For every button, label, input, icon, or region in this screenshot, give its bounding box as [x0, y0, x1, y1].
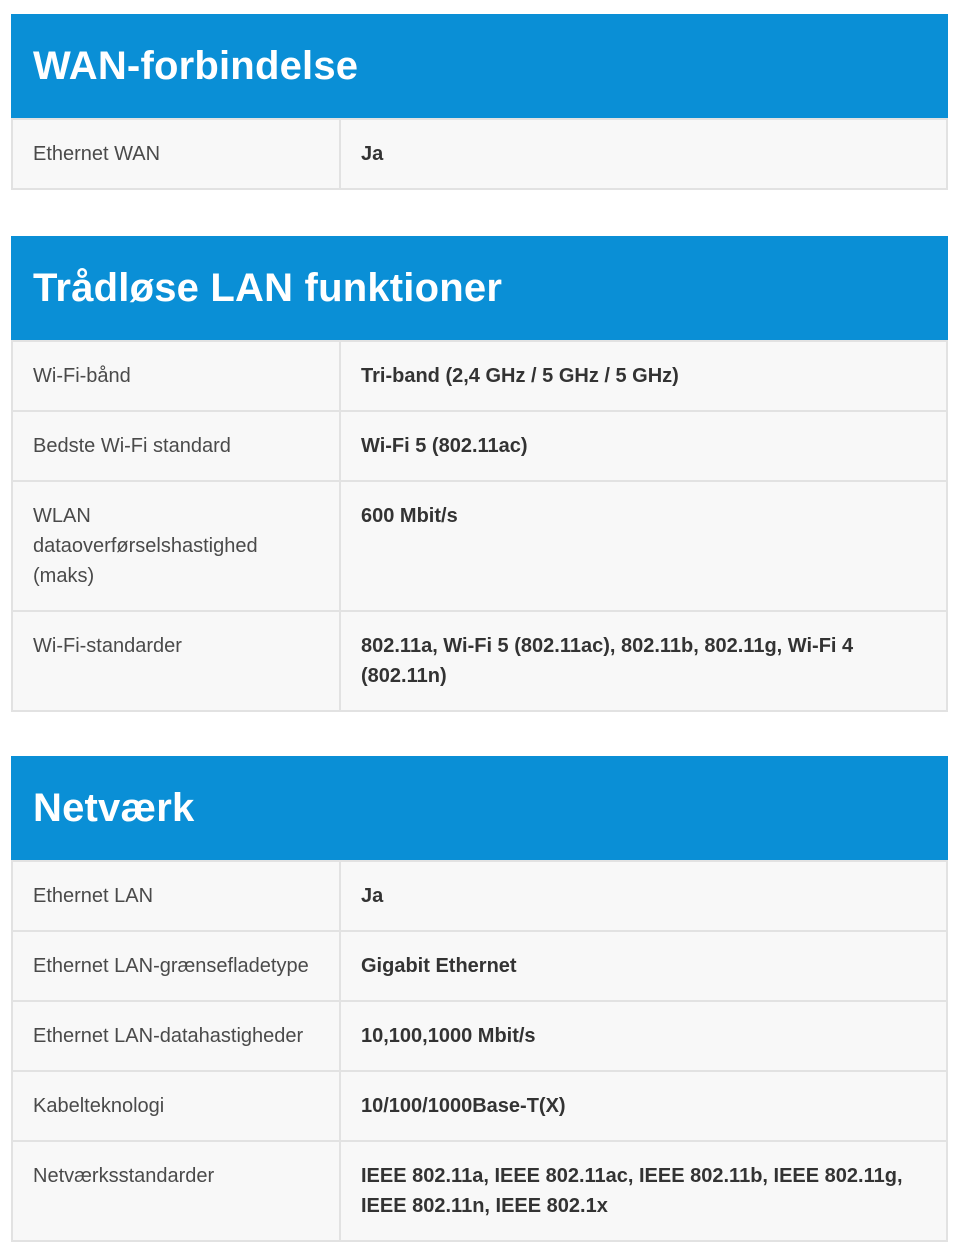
spec-key: WLAN dataoverførselshastighed (maks): [12, 481, 340, 611]
spec-key: Ethernet LAN-grænsefladetype: [12, 931, 340, 1001]
section-wan-connection: [11, 14, 948, 190]
spec-table: [11, 860, 948, 1242]
section-header: [11, 236, 948, 340]
spec-key: Wi-Fi-standarder: [12, 611, 340, 711]
table-row: [12, 481, 947, 611]
table-row: [12, 611, 947, 711]
table-row: [12, 119, 947, 189]
spec-table: [11, 118, 948, 190]
table-row: [12, 411, 947, 481]
table-row: [12, 341, 947, 411]
table-row: [12, 1071, 947, 1141]
table-row: [12, 1141, 947, 1241]
section-title: Trådløse LAN funktioner: [33, 265, 503, 310]
spec-table: [11, 340, 948, 712]
section-header: [11, 756, 948, 860]
spec-value: Ja: [340, 119, 947, 189]
spec-value: 802.11a, Wi-Fi 5 (802.11ac), 802.11b, 802.11g, Wi-Fi 4 (802.11n): [340, 611, 947, 711]
section-title: WAN-forbindelse: [33, 43, 359, 88]
spec-key: Wi-Fi-bånd: [12, 341, 340, 411]
spec-key: Ethernet LAN: [12, 861, 340, 931]
spec-value: IEEE 802.11a, IEEE 802.11ac, IEEE 802.11b, IEEE 802.11g, IEEE 802.11n, IEEE 802.1x: [340, 1141, 947, 1241]
spec-value: 10,100,1000 Mbit/s: [340, 1001, 947, 1071]
table-row: [12, 861, 947, 931]
spec-value: Tri-band (2,4 GHz / 5 GHz / 5 GHz): [340, 341, 947, 411]
spec-value: 600 Mbit/s: [340, 481, 947, 611]
spec-value: Ja: [340, 861, 947, 931]
spec-value: Wi-Fi 5 (802.11ac): [340, 411, 947, 481]
table-row: [12, 931, 947, 1001]
spec-key: Netværksstandarder: [12, 1141, 340, 1241]
section-wireless-lan: [11, 236, 948, 712]
spec-value: 10/100/1000Base-T(X): [340, 1071, 947, 1141]
spec-key: Ethernet WAN: [12, 119, 340, 189]
section-network: [11, 756, 948, 1242]
table-row: [12, 1001, 947, 1071]
spec-key: Kabelteknologi: [12, 1071, 340, 1141]
spec-value: Gigabit Ethernet: [340, 931, 947, 1001]
section-header: [11, 14, 948, 118]
spec-key: Ethernet LAN-datahastigheder: [12, 1001, 340, 1071]
section-title: Netværk: [33, 785, 195, 830]
spec-key: Bedste Wi-Fi standard: [12, 411, 340, 481]
